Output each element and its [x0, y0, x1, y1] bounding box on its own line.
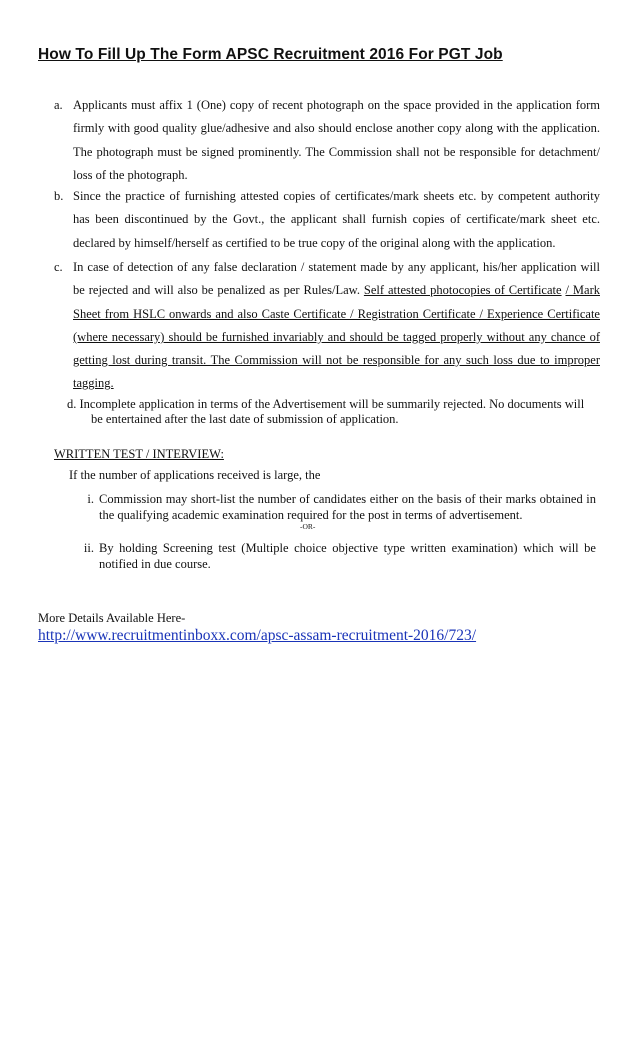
option-marker: ii. [83, 541, 94, 555]
list-marker: b. [54, 189, 64, 203]
list-item-b [54, 185, 600, 255]
more-details-label: More Details Available Here- [38, 611, 186, 625]
list-item-text: Since the practice of furnishing attested copies of certificates/mark sheets etc. by competent authority has been discontinued by the Govt., the applicant shall furnish copies of certificate/mark sheet etc. declared by himself/herself as certified to be true copy of the original along with the application. [73, 189, 600, 250]
list-item-text [73, 256, 600, 396]
list-item-a [54, 94, 600, 187]
plain-text: In case of detection of any false declaration / statement made by any applicant, his/her application will be rejected and will also be penalized as per Rules/Law. [73, 260, 600, 298]
list-marker: d. [67, 397, 77, 411]
list-item-d [67, 397, 597, 427]
option-marker: i. [87, 492, 94, 506]
option-text: Commission may short-list the number of candidates either on the basis of their marks obtained in the qualifying academic examination required for the post in terms of advertisement. [99, 492, 596, 522]
list-item-text: Applicants must affix 1 (One) copy of recent photograph on the space provided in the application form firmly with good quality glue/adhesive and also should enclose another copy along with the application. The photograph must be signed prominently. The Commission shall not be responsible for detachment/ loss of the photograph. [73, 98, 600, 182]
list-item-c [54, 256, 600, 396]
option-item-i [76, 492, 596, 523]
list-marker: c. [54, 260, 63, 274]
underlined-text: Self attested photocopies of Certificate [363, 283, 562, 298]
list-marker: a. [54, 98, 63, 112]
underlined-text: / Mark Sheet from HSLC onwards and also Caste Certificate / Registration Certificate / Experience Certificate (where necessary) should be furnished invariably and should be tagged properly without any chance of getting lost during transit. The Commission will not be responsible for any such loss due to improper tagging. [73, 283, 600, 391]
more-details-link[interactable]: http://www.recruitmentinboxx.com/apsc-assam-recruitment-2016/723/ [38, 627, 477, 644]
section-intro: If the number of applications received is large, the [69, 468, 321, 482]
or-separator: -OR- [300, 522, 316, 531]
list-item-text [67, 397, 597, 427]
option-item-ii [76, 541, 596, 572]
section-heading-written-test: WRITTEN TEST / INTERVIEW: [54, 447, 224, 461]
option-text: By holding Screening test (Multiple choice objective type written examination) which will be notified in due course. [99, 541, 596, 571]
page-title: How To Fill Up The Form APSC Recruitment 2016 For PGT Job [38, 46, 503, 63]
list-item-body: Incomplete application in terms of the Advertisement will be summarily rejected. No documents will be entertained after the last date of submission of application. [79, 397, 585, 426]
